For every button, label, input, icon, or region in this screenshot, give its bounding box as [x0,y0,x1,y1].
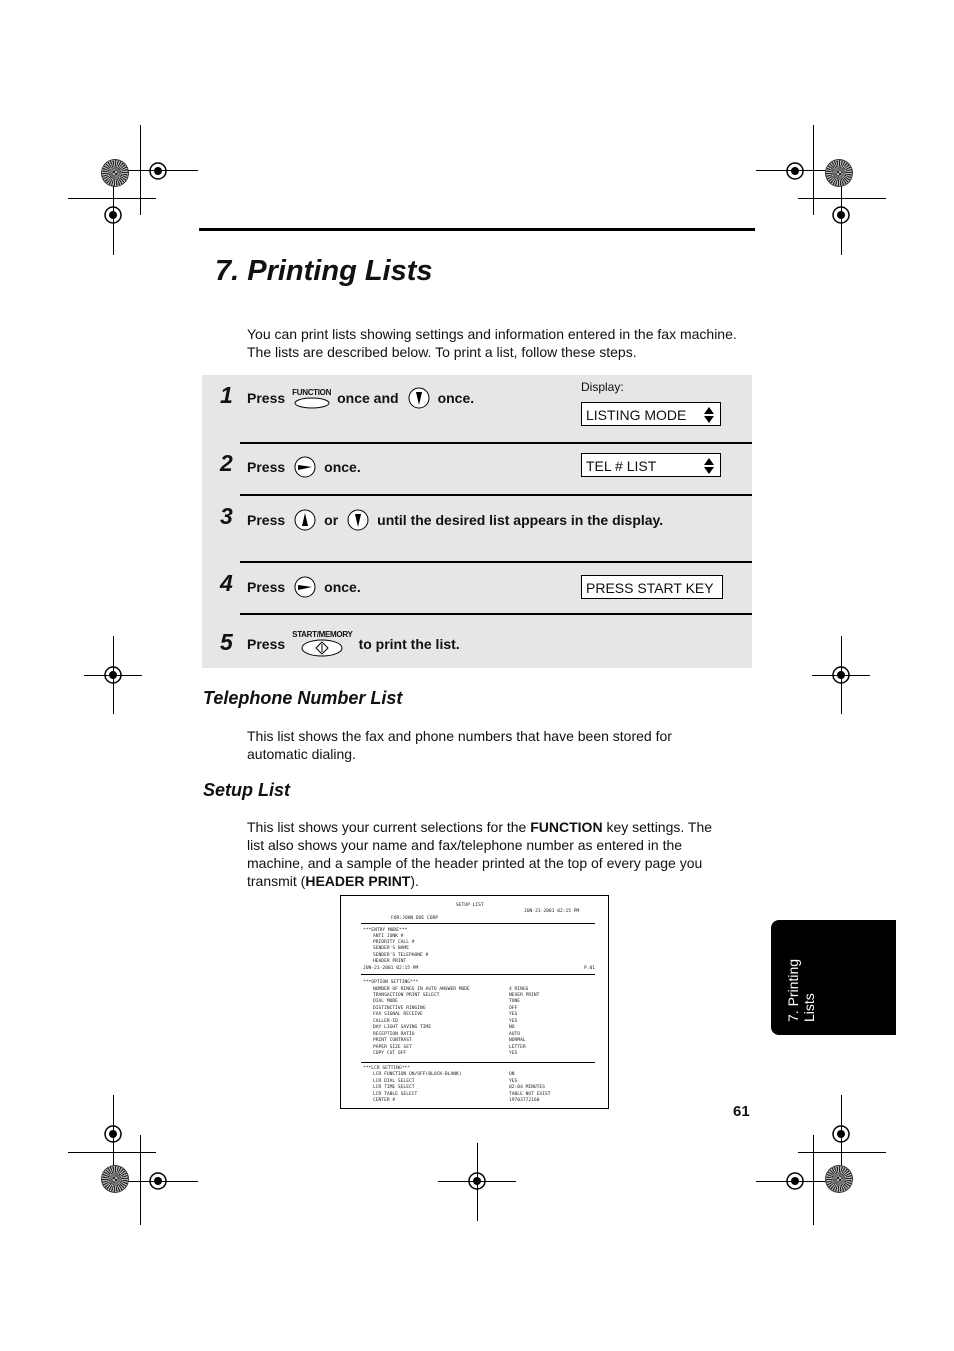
step-1-text [247,387,479,409]
step-number: 2 [220,450,233,476]
registration-mark-icon [826,1119,856,1149]
color-target-icon [102,1166,128,1192]
step-5-text [247,630,465,657]
step-divider [240,442,752,444]
color-target-icon [102,160,128,186]
down-arrow-key-icon [347,509,369,531]
step-word: Press [247,512,286,528]
report-line: AUTO [509,1032,521,1037]
step-number: 4 [220,570,233,596]
registration-mark-icon [98,200,128,230]
start-memory-key-icon: START/MEMORY [292,630,352,657]
report-line: SETUP LIST [456,903,484,908]
registration-mark-icon [143,1166,173,1196]
color-target-icon [826,1166,852,1192]
report-line: TRANSACTION PRINT SELECT [373,993,440,998]
registration-mark-icon [780,156,810,186]
step-word: once. [437,390,475,406]
report-line: TONE [509,999,521,1004]
report-line: 02:04 MINUTES [509,1085,545,1090]
report-line: ANTI JUNK # [373,934,404,939]
report-line: LETTER [509,1045,526,1050]
report-line: NUMBER OF RINGS IN AUTO ANSWER MODE [373,987,470,992]
report-line: YES [509,1079,518,1084]
step-word: Press [247,635,286,652]
step-number: 1 [220,382,233,408]
step-divider [240,561,752,563]
step-number: 5 [220,629,233,655]
report-rule [361,923,595,924]
report-line: DISTINCTIVE RINGING [373,1006,426,1011]
step-word: Press [247,459,286,475]
report-line: TABLE NOT EXIST [509,1092,551,1097]
tel-list-heading: Telephone Number List [203,688,403,708]
function-key-icon: FUNCTION [292,388,331,409]
registration-mark-icon [462,1166,492,1196]
report-line: SENDER'S NAME [373,946,409,951]
report-line: PRINT CONTRAST [373,1038,412,1043]
report-line: DAY LIGHT SAVING TIME [373,1025,432,1030]
page-title: 7. Printing Lists [215,255,433,287]
report-line: ***OPTION SETTING*** [363,980,419,985]
steps-box [202,375,752,668]
report-line: ***LCR SETTING*** [363,1066,411,1071]
report-line: FOR:JOHN DOE CORP [391,916,439,921]
report-line: FAX SIGNAL RECEIVE [373,1012,423,1017]
up-arrow-key-icon [294,509,316,531]
step-divider [240,613,752,615]
report-line: LCR TIME SELECT [373,1085,415,1090]
report-line: 4 RINGS [509,987,529,992]
step-word: once and [337,390,399,406]
step-word: Press [247,390,286,406]
registration-mark-icon [143,156,173,186]
report-line: HEADER PRINT [373,959,407,964]
color-target-icon [826,160,852,186]
report-rule [361,974,595,975]
chapter-tab [771,920,896,1035]
tel-list-body: This list shows the fax and phone numbers that have been stored for automatic dialing. [247,728,672,762]
report-line: YES [509,1012,518,1017]
step-2-text [247,456,366,478]
setup-list-heading: Setup List [203,780,291,800]
step-word: or [324,512,339,528]
setup-list-sample [340,895,609,1109]
report-line: LCR DIAL SELECT [373,1079,415,1084]
page-number: 61 [733,1103,750,1120]
report-line: NO [509,1025,515,1030]
chapter-tab-label: 7. Printing Lists [785,958,817,1022]
display-label: Display: [581,380,624,394]
report-line: ON [509,1072,515,1077]
step-word: once. [324,459,361,475]
step-3-text [247,509,668,531]
report-line: YES [509,1051,518,1056]
report-line: ***ENTRY MODE*** [363,928,408,933]
report-line: LCR TABLE SELECT [373,1092,418,1097]
report-line: JUN-21-2001 02:15 PM [363,966,419,971]
updown-arrows-icon [702,406,716,424]
report-line: CALLER-ID [373,1019,398,1024]
report-line: DIAL MODE [373,999,398,1004]
step-word: once. [324,579,361,595]
registration-mark-icon [98,660,128,690]
step-word: Press [247,579,286,595]
report-line: NEVER PRINT [509,993,540,998]
step-number: 3 [220,503,233,529]
report-line: P.01 [584,966,596,971]
registration-mark-icon [780,1166,810,1196]
report-line: OFF [509,1006,518,1011]
display-lcd: PRESS START KEY [581,575,723,599]
registration-mark-icon [826,200,856,230]
right-arrow-key-icon [294,456,316,478]
report-line: NORMAL [509,1038,526,1043]
step-divider [240,494,752,496]
display-lcd: TEL # LIST [581,453,721,477]
intro-paragraph: You can print lists showing settings and information entered in the fax machine. The lists are described below. To print a list, follow these steps. [247,326,737,360]
report-line: LCR FUNCTION ON/OFF(BLOCK-BLANK) [373,1072,462,1077]
report-line: 19703772160 [509,1098,540,1103]
report-line: COPY CUT OFF [373,1051,407,1056]
step-4-text [247,576,366,598]
report-line: JUN-21-2001 02:15 PM [524,909,580,914]
display-lcd: LISTING MODE [581,402,721,426]
registration-mark-icon [826,660,856,690]
report-rule [361,1062,595,1063]
title-rule [199,228,755,231]
setup-list-body: This list shows your current selections for the FUNCTION key settings. The list also shows your name and fax/telephone number as entered in the machine, and a sample of the header printed at the top of every page you transmit (HEADER PRINT). [247,819,713,889]
updown-arrows-icon [702,457,716,475]
step-word: to print the list. [358,635,460,652]
step-word: until the desired list appears in the display. [377,512,664,528]
report-line: SENDER'S TELEPHONE # [373,953,429,958]
report-line: CENTER # [373,1098,396,1103]
report-line: PAPER SIZE SET [373,1045,412,1050]
report-line: PRIORITY CALL # [373,940,415,945]
report-line: YES [509,1019,518,1024]
down-arrow-key-icon [408,387,430,409]
registration-mark-icon [98,1119,128,1149]
report-line: RECEPTION RATIO [373,1032,415,1037]
right-arrow-key-icon [294,576,316,598]
